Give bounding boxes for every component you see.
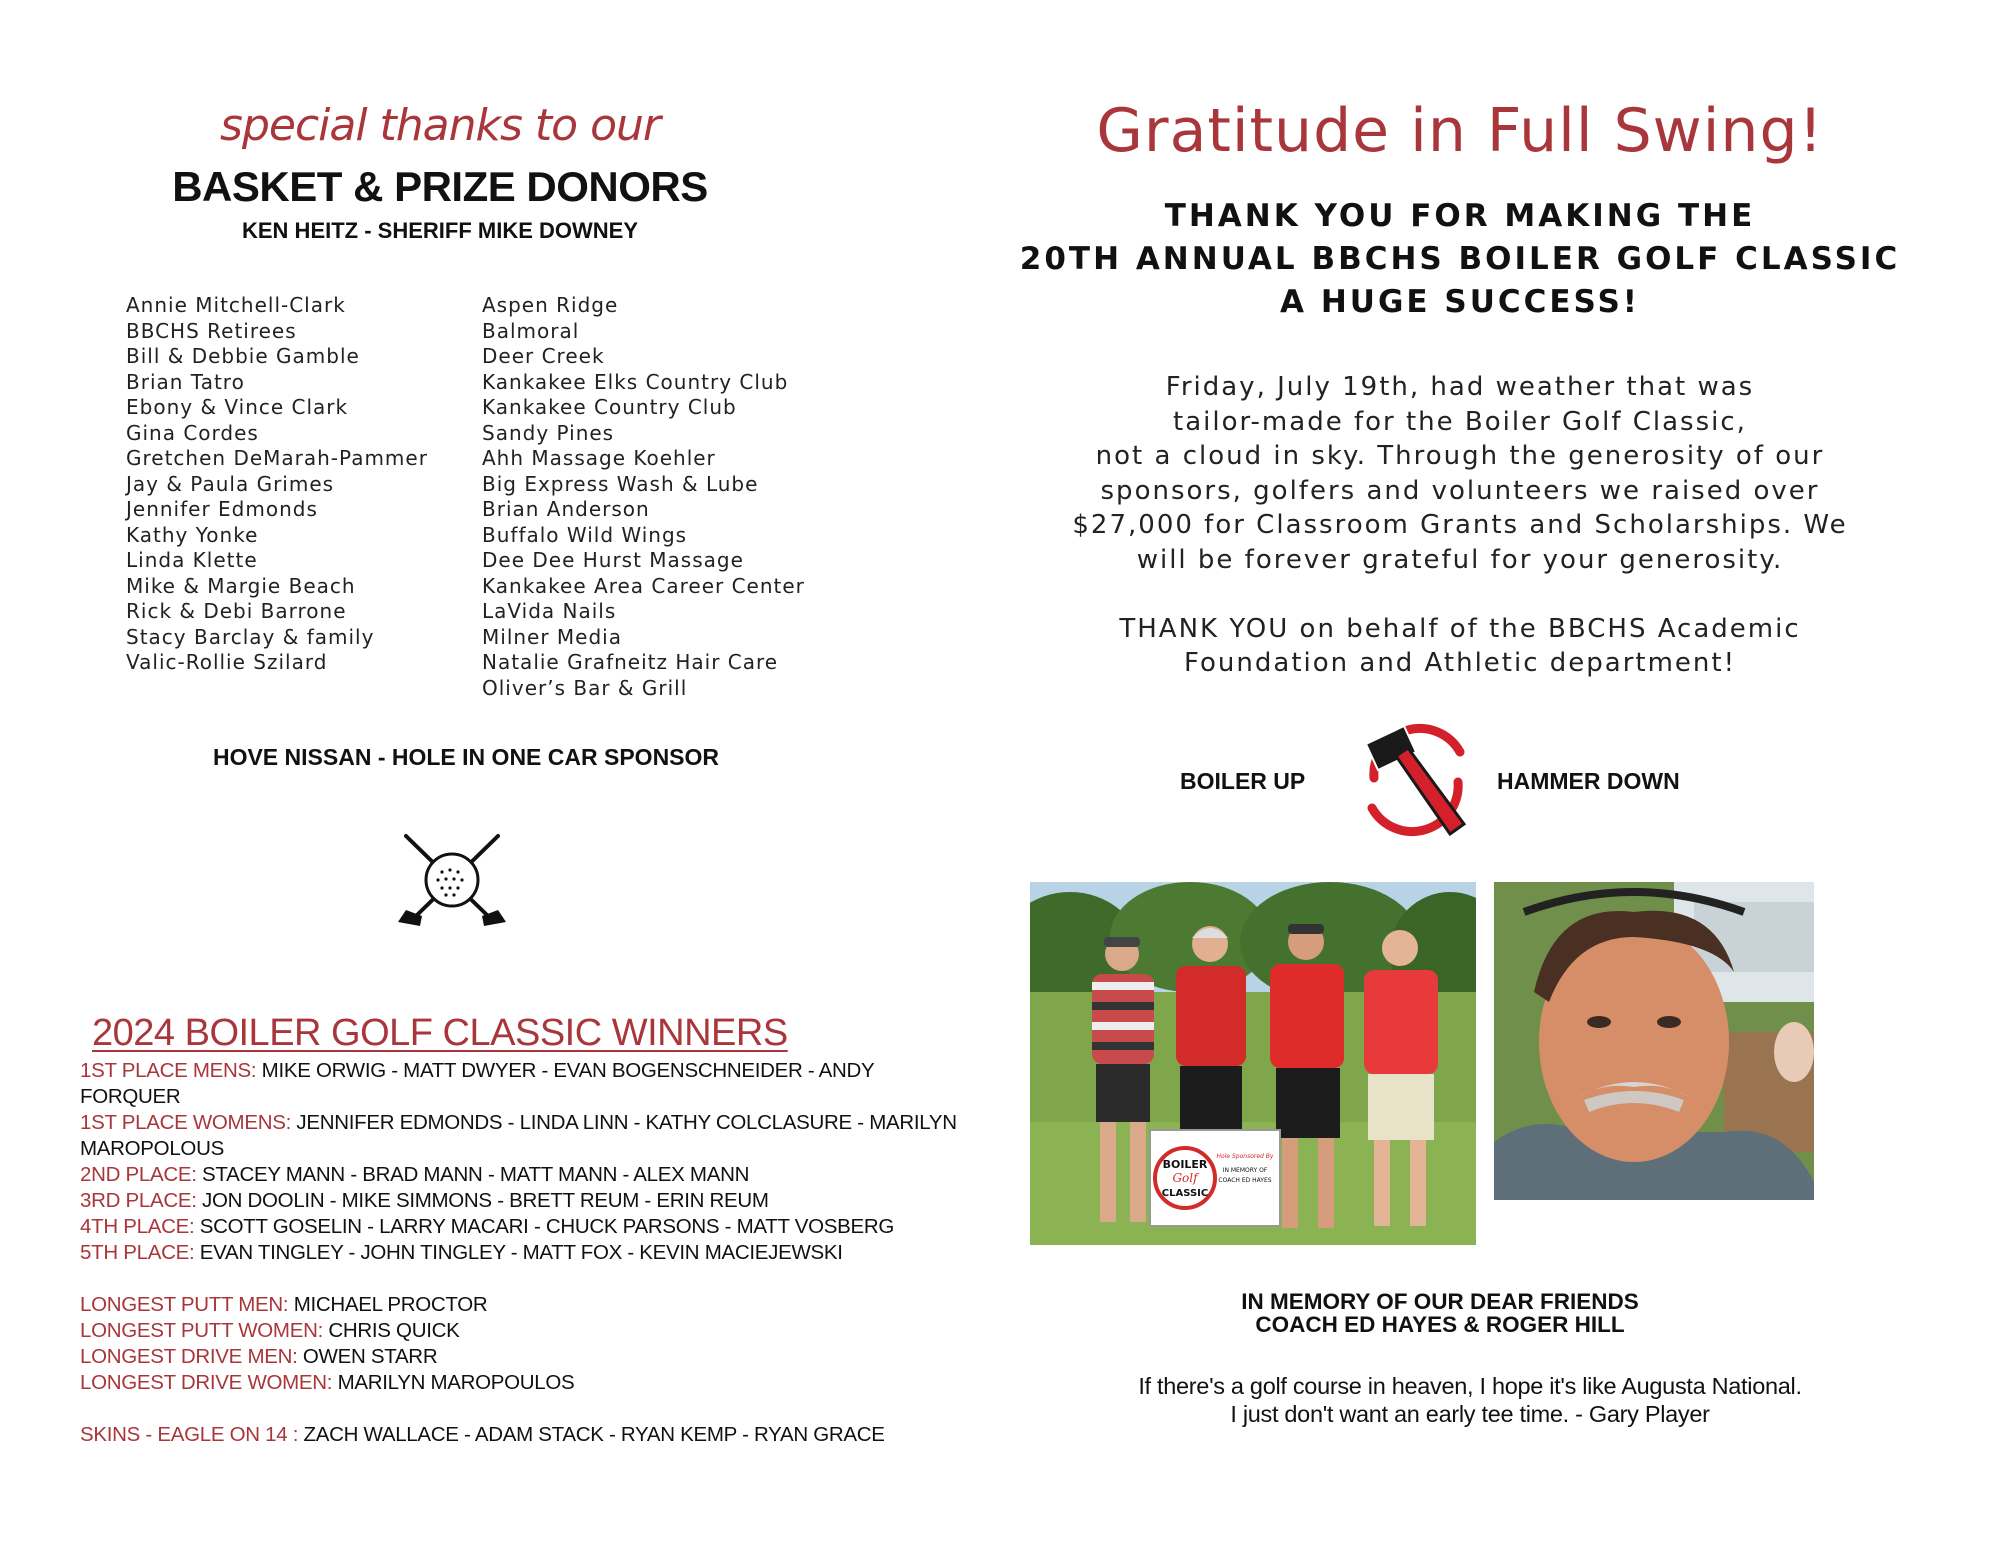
winner-row xyxy=(80,1188,960,1214)
story-paragraph xyxy=(990,370,1930,681)
memorial-line: IN MEMORY OF OUR DEAR FRIENDS xyxy=(1241,1289,1639,1314)
winner-row xyxy=(80,1162,960,1188)
award-row-names: CHRIS QUICK xyxy=(322,1319,460,1342)
roger-hill-portrait-photo xyxy=(1494,882,1814,1200)
winner-row xyxy=(80,1058,960,1110)
donor-name: Stacy Barclay & family xyxy=(126,624,375,649)
story-line: $27,000 for Classroom Grants and Scholarships. We xyxy=(1072,510,1848,540)
award-row-label: LONGEST PUTT MEN: xyxy=(80,1293,289,1316)
donor-name: Oliver’s Bar & Grill xyxy=(482,675,688,700)
thank-you-line: THANK YOU on behalf of the BBCHS Academic xyxy=(1119,613,1801,644)
story-line: sponsors, golfers and volunteers we raised over xyxy=(1100,475,1820,506)
winner-row-label: 5TH PLACE: xyxy=(80,1241,195,1264)
donor-name: LaVida Nails xyxy=(482,599,617,623)
donor-name: Sandy Pines xyxy=(482,420,615,445)
award-row xyxy=(80,1370,960,1396)
donors-subheading: KEN HEITZ - SHERIFF MIKE DOWNEY xyxy=(242,218,638,243)
donor-name: Kankakee Elks Country Club xyxy=(482,369,789,394)
sign-text: CLASSIC xyxy=(1161,1188,1209,1199)
quote-line: If there's a golf course in heaven, I hope it's like Augusta National. xyxy=(1138,1373,1802,1399)
golf-classic-sign xyxy=(1150,1130,1280,1226)
winner-row-names: EVAN TINGLEY - JOHN TINGLEY - MATT FOX - KEVIN MACIEJEWSKI xyxy=(194,1241,843,1264)
car-sponsor-line: HOVE NISSAN - HOLE IN ONE CAR SPONSOR xyxy=(212,744,720,770)
winner-row-names: STACEY MANN - BRAD MANN - MATT MANN - ALEX MANN xyxy=(196,1163,750,1186)
golf-clubs-ball-icon xyxy=(392,832,512,932)
hammer-logo-icon xyxy=(1352,716,1477,841)
donor-name: Mike & Margie Beach xyxy=(126,573,356,598)
donor-name: Kathy Yonke xyxy=(126,522,259,547)
donor-list-column-1 xyxy=(126,293,428,676)
winner-row-names: MIKE ORWIG - MATT DWYER - EVAN BOGENSCHNEIDER - ANDY FORQUER xyxy=(80,1059,875,1108)
sign-text: Golf xyxy=(1172,1171,1198,1185)
donor-name: Natalie Grafneitz Hair Care xyxy=(482,650,779,674)
award-row xyxy=(80,1318,960,1344)
winner-row xyxy=(80,1240,960,1266)
winner-row-label: 4TH PLACE: xyxy=(80,1215,195,1238)
donor-name: Deer Creek xyxy=(482,344,605,368)
winner-row-names: SCOTT GOSELIN - LARRY MACARI - CHUCK PARSONS - MATT VOSBERG xyxy=(194,1215,894,1238)
donor-name: Brian Tatro xyxy=(126,369,245,394)
sign-text: IN MEMORY OF xyxy=(1222,1167,1268,1174)
donor-name: Big Express Wash & Lube xyxy=(482,471,759,496)
award-row-label: LONGEST DRIVE WOMEN: xyxy=(80,1371,333,1394)
award-row-names: MARILYN MAROPOULOS xyxy=(332,1371,575,1394)
donor-name: Balmoral xyxy=(482,318,580,343)
story-line: tailor-made for the Boiler Golf Classic, xyxy=(1173,406,1747,437)
award-row-names: MICHAEL PROCTOR xyxy=(288,1293,488,1316)
award-row-names: OWEN STARR xyxy=(297,1345,438,1368)
donor-name: Ebony & Vince Clark xyxy=(126,395,349,419)
story-line: will be forever grateful for your generosity. xyxy=(1136,544,1784,575)
winner-row-label: 1ST PLACE MENS: xyxy=(80,1059,257,1082)
donor-name: Valic-Rollie Szilard xyxy=(126,650,328,674)
winner-row-label: 2ND PLACE: xyxy=(80,1163,197,1186)
story-line: not a cloud in sky. Through the generosity of our xyxy=(1095,441,1825,471)
winner-row-names: JON DOOLIN - MIKE SIMMONS - BRETT REUM - ERIN REUM xyxy=(196,1189,769,1212)
donor-name: Brian Anderson xyxy=(482,497,650,521)
winner-row-names: JENNIFER EDMONDS - LINDA LINN - KATHY COLCLASURE - MARILYN MAROPOLOUS xyxy=(80,1111,957,1160)
skins-row xyxy=(80,1422,960,1448)
golfers-group-photo xyxy=(1030,882,1476,1245)
success-heading xyxy=(990,195,1930,324)
gary-player-quote xyxy=(1030,1372,1910,1428)
award-row xyxy=(80,1292,960,1318)
donor-name: Buffalo Wild Wings xyxy=(482,522,688,547)
sign-text: BOILER xyxy=(1162,1158,1208,1171)
donor-name: Jay & Paula Grimes xyxy=(126,471,335,496)
donor-name: Gina Cordes xyxy=(126,420,259,445)
donors-heading: BASKET & PRIZE DONORS xyxy=(172,163,708,210)
winners-heading: 2024 BOILER GOLF CLASSIC WINNERS xyxy=(92,1012,788,1054)
memorial-heading xyxy=(1090,1290,1790,1336)
winners-list xyxy=(80,1058,960,1448)
donor-name: Bill & Debbie Gamble xyxy=(126,344,360,368)
donor-name: Ahh Massage Koehler xyxy=(482,446,716,470)
page-title: Gratitude in Full Swing! xyxy=(1096,96,1824,166)
donor-name: Milner Media xyxy=(482,624,622,649)
donor-list-column-2 xyxy=(482,293,805,701)
award-row-label: LONGEST DRIVE MEN: xyxy=(80,1345,298,1368)
skins-label: SKINS - EAGLE ON 14 : xyxy=(80,1423,299,1446)
sign-text: Hole Sponsored By xyxy=(1216,1153,1274,1160)
quote-line: I just don't want an early tee time. - Gary Player xyxy=(1230,1401,1710,1427)
story-line: Friday, July 19th, had weather that was xyxy=(1165,372,1755,402)
hammer-down-text: HAMMER DOWN xyxy=(1497,768,1680,794)
award-row xyxy=(80,1344,960,1370)
donor-name: Linda Klette xyxy=(126,548,258,572)
winner-row xyxy=(80,1214,960,1240)
skins-names: ZACH WALLACE - ADAM STACK - RYAN KEMP - RYAN GRACE xyxy=(298,1423,885,1446)
award-row-label: LONGEST PUTT WOMEN: xyxy=(80,1319,323,1342)
winner-row xyxy=(80,1110,960,1162)
sign-text: COACH ED HAYES xyxy=(1218,1177,1272,1184)
donor-name: Aspen Ridge xyxy=(482,293,619,317)
boiler-up-text: BOILER UP xyxy=(1180,768,1306,794)
success-line: A HUGE SUCCESS! xyxy=(1280,284,1640,320)
donor-name: Dee Dee Hurst Massage xyxy=(482,548,744,572)
winner-row-label: 3RD PLACE: xyxy=(80,1189,197,1212)
donor-name: Jennifer Edmonds xyxy=(126,497,318,521)
success-line: THANK YOU FOR MAKING THE xyxy=(1164,198,1756,234)
success-line: 20TH ANNUAL BBCHS BOILER GOLF CLASSIC xyxy=(1019,241,1901,277)
donor-name: Kankakee Country Club xyxy=(482,395,737,419)
donor-name: BBCHS Retirees xyxy=(126,318,297,343)
winner-row-label: 1ST PLACE WOMENS: xyxy=(80,1111,291,1134)
donor-name: Rick & Debi Barrone xyxy=(126,599,347,623)
donor-name: Annie Mitchell-Clark xyxy=(126,293,346,317)
memorial-line: COACH ED HAYES & ROGER HILL xyxy=(1255,1312,1625,1337)
thank-you-line: Foundation and Athletic department! xyxy=(1183,648,1736,678)
donor-name: Kankakee Area Career Center xyxy=(482,573,805,598)
thanks-script-heading: special thanks to our xyxy=(220,100,660,151)
donor-name: Gretchen DeMarah-Pammer xyxy=(126,446,428,470)
